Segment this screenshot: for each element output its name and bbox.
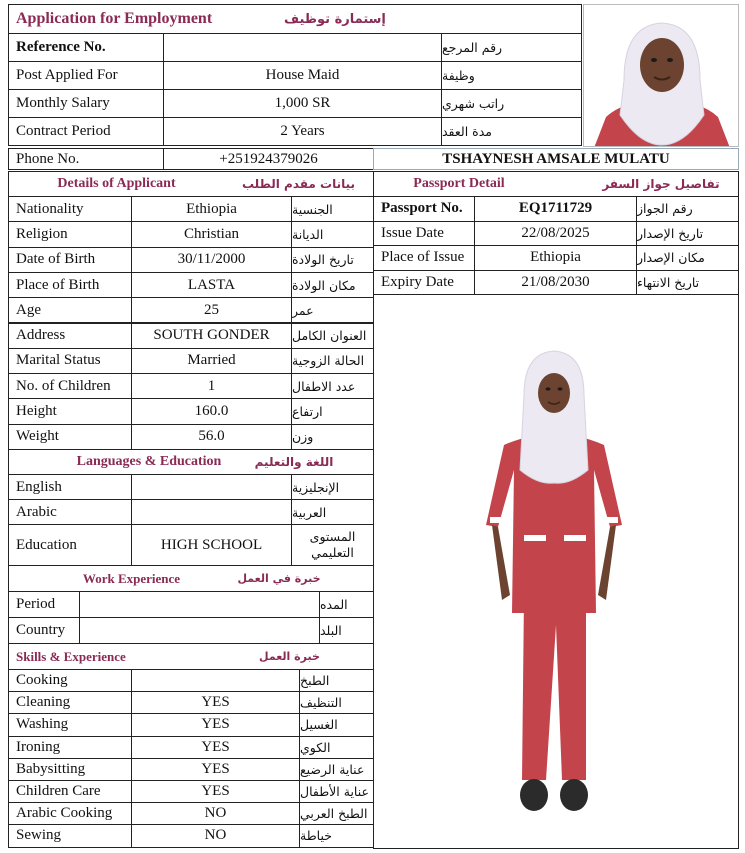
details-label-ar: عمر — [291, 298, 373, 322]
skill-label: Cooking — [16, 672, 68, 689]
skill-label-ar: الطبخ العربي — [299, 803, 373, 824]
skill-label-ar: عناية الأطفال — [299, 781, 373, 802]
salary-row — [8, 89, 582, 118]
details-value: 56.0 — [131, 425, 291, 449]
reference-label: Reference No. — [16, 39, 106, 55]
education-value: HIGH SCHOOL — [131, 525, 291, 565]
passport-label-ar: مكان الإصدار — [636, 246, 738, 270]
passport-label: Expiry Date — [381, 273, 454, 290]
applicant-name: TSHAYNESH AMSALE MULATU — [442, 150, 670, 167]
skill-value: YES — [131, 714, 299, 735]
details-row — [8, 424, 374, 450]
skill-label-ar: الطبخ — [299, 670, 373, 691]
details-row — [8, 373, 374, 399]
header-row — [8, 4, 582, 34]
phone-label: Phone No. — [16, 150, 80, 167]
skill-label: Ironing — [16, 738, 61, 755]
skill-label-ar: الكوي — [299, 737, 373, 758]
details-label-ar: مكان الولادة — [291, 273, 373, 297]
details-header-ar: بيانات مقدم الطلب — [241, 177, 356, 191]
skill-label: Cleaning — [16, 694, 71, 711]
passport-header-ar: تفاصيل جواز السفر — [602, 177, 720, 191]
skill-value: YES — [131, 737, 299, 758]
work-header-ar: خبرة في العمل — [237, 572, 321, 585]
post-label: Post Applied For — [16, 67, 118, 83]
skill-value: YES — [131, 781, 299, 802]
skill-label: Arabic Cooking — [16, 805, 113, 822]
passport-label: Issue Date — [381, 224, 444, 241]
passport-row — [373, 245, 739, 271]
skill-label: Children Care — [16, 783, 101, 800]
education-label-ar-line1: المستوى — [309, 529, 356, 544]
passport-label-ar: تاريخ الانتهاء — [636, 271, 738, 295]
passport-row — [373, 221, 739, 247]
passport-label: Place of Issue — [381, 249, 465, 266]
skill-label-ar: عناية الرضيع — [299, 759, 373, 780]
work-country-row — [8, 617, 374, 644]
lang-arabic-value — [131, 500, 291, 524]
education-row — [8, 524, 374, 566]
passport-row — [373, 270, 739, 296]
details-label-ar: تاريخ الولادة — [291, 248, 373, 272]
skill-label-ar: خياطة — [299, 825, 373, 846]
passport-header — [373, 171, 739, 197]
skill-value — [131, 670, 299, 691]
passport-value: 21/08/2030 — [474, 271, 636, 295]
work-country-value — [79, 618, 319, 643]
skill-row — [8, 713, 374, 736]
details-label: Marital Status — [16, 352, 101, 369]
details-value: Christian — [131, 222, 291, 246]
passport-value: EQ1711729 — [474, 197, 636, 221]
full-body-photo-area — [373, 295, 739, 849]
details-label: Height — [16, 403, 57, 420]
title-en: Application for Employment — [16, 10, 213, 27]
details-label-ar: عدد الاطفال — [291, 374, 373, 398]
reference-row — [8, 33, 582, 62]
contract-value: 2 Years — [163, 118, 441, 145]
portrait-photo — [583, 4, 739, 147]
lang-english-label: English — [16, 478, 62, 495]
passport-label-ar: رقم الجواز — [636, 197, 738, 221]
lang-english-label-ar: الإنجليزية — [291, 475, 373, 499]
details-value: Ethiopia — [131, 197, 291, 221]
skill-row — [8, 802, 374, 825]
languages-header — [8, 449, 374, 475]
work-period-label: Period — [16, 596, 56, 612]
phone-row — [8, 148, 374, 170]
salary-value: 1,000 SR — [163, 90, 441, 117]
post-row — [8, 61, 582, 90]
education-label-ar — [291, 525, 373, 565]
applicant-name-box — [373, 148, 739, 170]
work-period-row — [8, 591, 374, 618]
passport-value: Ethiopia — [474, 246, 636, 270]
skill-row — [8, 736, 374, 759]
passport-header-en: Passport Detail — [413, 176, 505, 191]
details-label-ar: الجنسية — [291, 197, 373, 221]
details-label: Age — [16, 301, 41, 318]
skill-label: Sewing — [16, 827, 61, 844]
details-row — [8, 247, 374, 273]
details-label: Date of Birth — [16, 251, 96, 268]
details-label: Nationality — [16, 200, 84, 217]
work-country-label-ar: البلد — [319, 618, 373, 643]
details-label: Religion — [16, 225, 68, 242]
details-label-ar: الديانة — [291, 222, 373, 246]
work-header-en: Work Experience — [82, 570, 181, 586]
lang-english-value — [131, 475, 291, 499]
details-row — [8, 398, 374, 424]
skill-row — [8, 780, 374, 803]
contract-label: Contract Period — [16, 123, 111, 139]
details-value: 1 — [131, 374, 291, 398]
skills-header-en: Skills & Experience — [16, 648, 126, 664]
passport-row — [373, 196, 739, 222]
skill-value: YES — [131, 692, 299, 713]
salary-label-ar: راتب شهري — [441, 90, 581, 117]
contract-label-ar: مدة العقد — [441, 118, 581, 145]
work-period-label-ar: المده — [319, 592, 373, 617]
passport-value: 22/08/2025 — [474, 222, 636, 246]
reference-value — [163, 34, 441, 61]
skill-row — [8, 691, 374, 714]
details-label: Weight — [16, 428, 59, 445]
lang-english-row — [8, 474, 374, 500]
skill-label-ar: الغسيل — [299, 714, 373, 735]
lang-arabic-label-ar: العربية — [291, 500, 373, 524]
work-country-label: Country — [16, 622, 66, 638]
details-row — [8, 221, 374, 247]
details-row — [8, 272, 374, 298]
details-row — [8, 297, 374, 323]
skill-label-ar: التنظيف — [299, 692, 373, 713]
passport-label: Passport No. — [381, 200, 463, 217]
title-ar: إستمارة توظيف — [284, 11, 386, 27]
details-label: Address — [16, 327, 66, 344]
contract-row — [8, 117, 582, 146]
phone-value: +251924379026 — [163, 149, 373, 169]
post-label-ar: وظيفة — [441, 62, 581, 89]
details-label-ar: الحالة الزوجية — [291, 349, 373, 373]
reference-label-ar: رقم المرجع — [441, 34, 581, 61]
education-label: Education — [16, 536, 77, 553]
details-value: 160.0 — [131, 399, 291, 423]
salary-label: Monthly Salary — [16, 95, 110, 111]
details-label: No. of Children — [16, 377, 111, 394]
skill-value: YES — [131, 759, 299, 780]
lang-arabic-row — [8, 499, 374, 525]
languages-header-en: Languages & Education — [76, 454, 222, 469]
skill-value: NO — [131, 825, 299, 846]
lang-arabic-label: Arabic — [16, 503, 57, 520]
details-header — [8, 171, 374, 197]
details-value: Married — [131, 349, 291, 373]
education-label-ar-line2: التعليمي — [311, 545, 354, 560]
details-value: SOUTH GONDER — [131, 324, 291, 348]
skill-row — [8, 824, 374, 847]
languages-header-ar: اللغة والتعليم — [254, 455, 334, 469]
details-header-en: Details of Applicant — [57, 176, 176, 191]
passport-label-ar: تاريخ الإصدار — [636, 222, 738, 246]
work-period-value — [79, 592, 319, 617]
post-value: House Maid — [163, 62, 441, 89]
details-label: Place of Birth — [16, 276, 100, 293]
skill-label: Babysitting — [16, 760, 86, 777]
skills-header — [8, 643, 374, 670]
details-row — [8, 196, 374, 222]
details-row — [8, 348, 374, 374]
skills-header-ar: خبرة العمل — [259, 650, 320, 663]
work-header — [8, 565, 374, 592]
details-label-ar: وزن — [291, 425, 373, 449]
skill-row — [8, 669, 374, 692]
details-label-ar: ارتفاع — [291, 399, 373, 423]
details-label-ar: العنوان الكامل — [291, 324, 373, 348]
details-value: 30/11/2000 — [131, 248, 291, 272]
skill-value: NO — [131, 803, 299, 824]
details-row — [8, 323, 374, 349]
skill-row — [8, 758, 374, 781]
details-value: LASTA — [131, 273, 291, 297]
full-body-photo — [374, 295, 738, 848]
details-value: 25 — [131, 298, 291, 322]
skill-label: Washing — [16, 716, 69, 733]
